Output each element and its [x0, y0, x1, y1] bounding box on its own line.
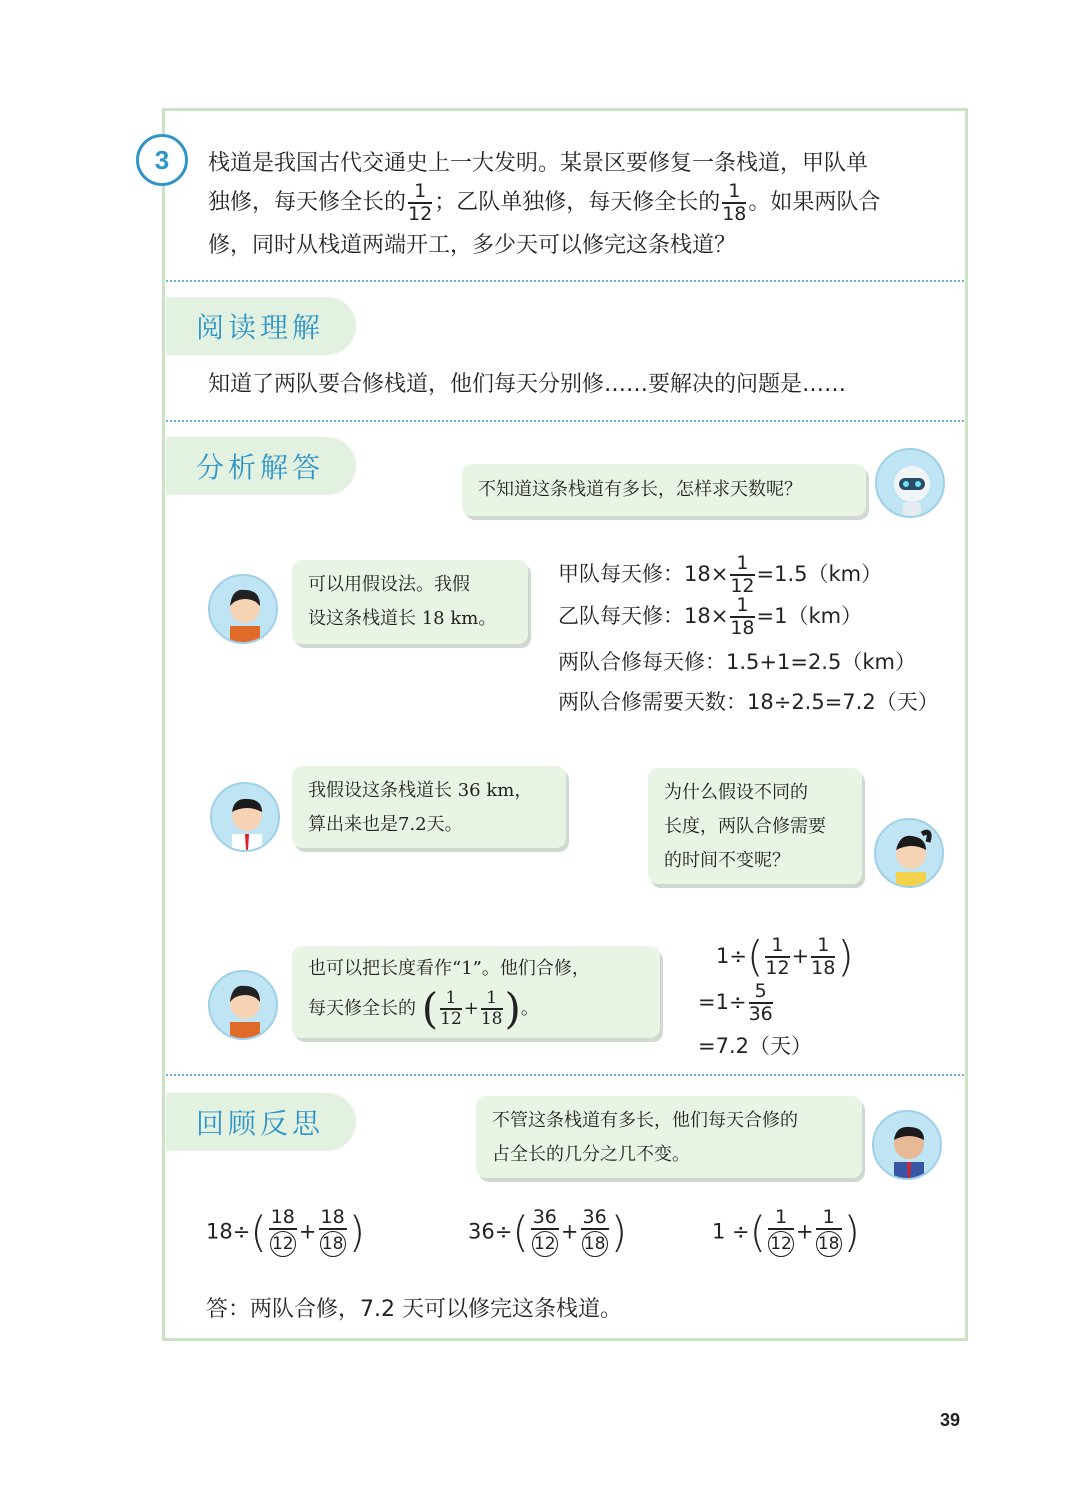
section-analyze-title: 分析解答 [166, 437, 356, 495]
fraction: $\frac{1}{18}$ [722, 180, 747, 225]
fraction: $\frac{1}{12}$ [408, 180, 433, 225]
boy-speech-bubble [292, 766, 566, 848]
girl-idea-bubble [292, 946, 660, 1038]
fraction: $\frac{1}{18}$ [730, 594, 755, 639]
problem-line-3: 修，同时从栈道两端开工，多少天可以修完这条栈道？ [208, 233, 737, 258]
fraction: $\frac{1}{18}$ [480, 988, 503, 1029]
calc-line-4: 两队合修需要天数：18÷2.5=7.2（天） [558, 690, 939, 714]
problem-number: 3 [136, 134, 188, 186]
girl-question-bubble [648, 768, 862, 884]
review-formula: 18÷( $\frac{18}{12}$ + $\frac{18}{18}$ ) [206, 1206, 366, 1257]
fraction: $\frac{36}{12}$ [531, 1208, 559, 1257]
bubble-line: 设这条栈道长 18 km。 [308, 608, 497, 629]
bubble-line: 算出来也是7.2天。 [308, 814, 463, 835]
girl-ponytail-avatar-icon [874, 818, 944, 888]
fraction: $\frac{1}{12}$ [730, 552, 755, 597]
fraction: $\frac{1}{12}$ [440, 988, 462, 1029]
section-review-title: 回顾反思 [166, 1093, 356, 1151]
problem-text: 。如果两队合 [748, 190, 881, 215]
girl-speech-bubble [292, 560, 528, 644]
calc-line-1: 甲队每天修：18× $\frac{1}{12}$ =1.5（km） [558, 552, 883, 597]
section-read-title: 阅读理解 [166, 297, 356, 355]
review-formula: 1 ÷( $\frac{1}{12}$ + $\frac{1}{18}$ ) [712, 1206, 861, 1257]
fraction: $\frac{1}{12}$ [765, 934, 790, 979]
problem-line-1: 栈道是我国古代交通史上一大发明。某景区要修复一条栈道，甲队单 [208, 151, 869, 176]
bubble-line: 长度，两队合修需要 [664, 816, 826, 837]
fraction: $\frac{18}{12}$ [269, 1208, 297, 1257]
fraction: $\frac{36}{18}$ [581, 1208, 609, 1257]
fraction: $\frac{5}{36}$ [748, 980, 773, 1025]
girl-avatar-icon [208, 574, 278, 644]
robot-speech-bubble: 不知道这条栈道有多长，怎样求天数呢？ [462, 464, 866, 516]
divider [166, 420, 964, 422]
divider [166, 1074, 964, 1076]
problem-text: ；乙队单独修，每天修全长的 [434, 190, 721, 215]
girl-avatar-icon [208, 970, 278, 1040]
bubble-line: 为什么假设不同的 [664, 782, 808, 803]
fraction: $\frac{1}{18}$ [816, 1208, 842, 1257]
problem-line-2 [208, 182, 880, 224]
fraction: $\frac{18}{18}$ [319, 1208, 347, 1257]
bubble-line: 的时间不变呢？ [664, 850, 790, 871]
page-number: 39 [940, 1410, 961, 1430]
calc2-line-3: =7.2（天） [698, 1034, 812, 1058]
answer-text: 答：两队合修，7.2 天可以修完这条栈道。 [206, 1297, 622, 1322]
bubble-line: 可以用假设法。我假 [308, 574, 470, 595]
bubble-line: 也可以把长度看作“1”。他们合修， [308, 958, 590, 979]
review-formula: 36÷( $\frac{36}{12}$ + $\frac{36}{18}$ ) [468, 1206, 628, 1257]
bubble-line: 占全长的几分之几不变。 [492, 1144, 690, 1165]
robot-avatar-icon [875, 448, 945, 518]
problem-text: 独修，每天修全长的 [208, 190, 407, 215]
calc2-line-1: 1÷( $\frac{1}{12}$ + $\frac{1}{18}$ ) [716, 932, 854, 981]
boy-avatar-icon [210, 782, 280, 852]
boy-reflection-bubble [476, 1096, 862, 1178]
boy-avatar-icon [872, 1110, 942, 1180]
calc-line-3: 两队合修每天修：1.5+1=2.5（km） [558, 650, 916, 674]
bubble-line: 每天修全长的 ( $\frac{1}{12}$ + $\frac{1}{18}$ )。 [308, 984, 539, 1033]
calc2-line-2: =1÷ $\frac{5}{36}$ [698, 980, 773, 1025]
bubble-line: 不管这条栈道有多长，他们每天合修的 [492, 1110, 798, 1131]
divider [166, 280, 964, 282]
calc-line-2: 乙队每天修：18× $\frac{1}{18}$ =1（km） [558, 594, 863, 639]
fraction: $\frac{1}{12}$ [768, 1208, 794, 1257]
bubble-line: 我假设这条栈道长 36 km， [308, 780, 533, 801]
read-text: 知道了两队要合修栈道，他们每天分别修……要解决的问题是…… [208, 372, 847, 397]
fraction: $\frac{1}{18}$ [811, 934, 836, 979]
